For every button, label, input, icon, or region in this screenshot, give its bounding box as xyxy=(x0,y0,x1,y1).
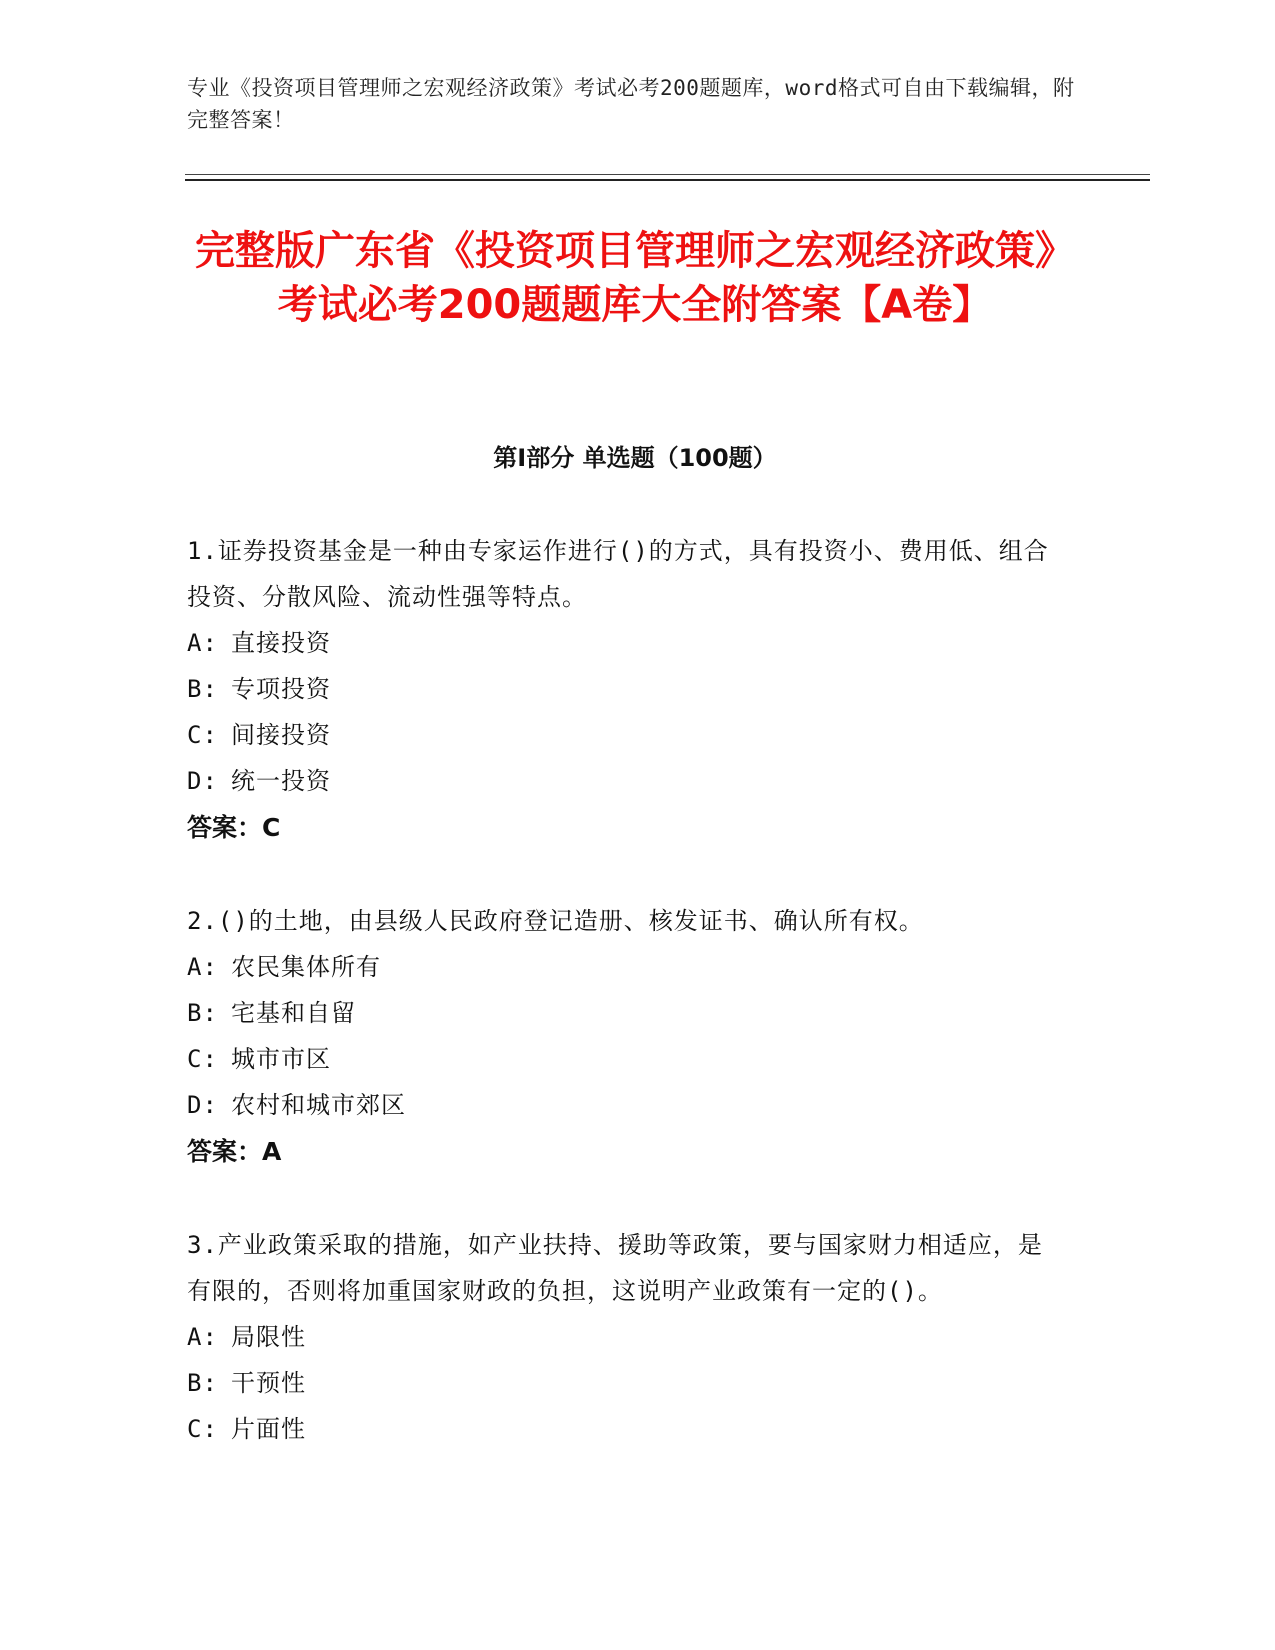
header-rule-thick xyxy=(185,179,1150,181)
option-text: 农民集体所有 xyxy=(231,953,381,981)
option-text: 农村和城市郊区 xyxy=(231,1091,406,1119)
section-heading: 第I部分 单选题（100题） xyxy=(493,444,777,472)
option-key: C: xyxy=(187,721,218,749)
option-text: 城市市区 xyxy=(231,1045,331,1073)
answer-line: 答案：A xyxy=(187,1137,282,1166)
question-2 xyxy=(187,898,1067,1176)
option-text: 干预性 xyxy=(231,1369,306,1397)
question-1 xyxy=(187,528,1067,852)
option-text: 直接投资 xyxy=(231,629,331,657)
option-text: 专项投资 xyxy=(231,675,331,703)
question-3 xyxy=(187,1222,1067,1452)
option-text: 局限性 xyxy=(231,1323,306,1351)
option-text: 片面性 xyxy=(231,1415,306,1443)
option-a xyxy=(187,620,1067,666)
option-key: B: xyxy=(187,999,218,1027)
document-title: 完整版广东省《投资项目管理师之宏观经济政策》考试必考200题题库大全附答案【A卷】 xyxy=(195,228,1075,328)
option-key: B: xyxy=(187,1369,218,1397)
option-key: C: xyxy=(187,1415,218,1443)
option-c xyxy=(187,712,1067,758)
header-rule-thin xyxy=(185,174,1150,175)
option-a xyxy=(187,1314,1067,1360)
question-stem: 1.证券投资基金是一种由专家运作进行()的方式，具有投资小、费用低、组合投资、分散风险、流动性强等特点。 xyxy=(187,537,1049,611)
option-key: D: xyxy=(187,767,218,795)
option-key: B: xyxy=(187,675,218,703)
option-c xyxy=(187,1406,1067,1452)
option-key: A: xyxy=(187,629,218,657)
option-c xyxy=(187,1036,1067,1082)
option-text: 间接投资 xyxy=(231,721,331,749)
answer-line: 答案：C xyxy=(187,813,281,842)
option-b xyxy=(187,990,1067,1036)
option-a xyxy=(187,944,1067,990)
option-key: A: xyxy=(187,1323,218,1351)
option-text: 宅基和自留 xyxy=(231,999,356,1027)
option-b xyxy=(187,1360,1067,1406)
option-key: A: xyxy=(187,953,218,981)
question-stem: 2.()的土地，由县级人民政府登记造册、核发证书、确认所有权。 xyxy=(187,907,924,935)
question-list xyxy=(187,528,1067,1498)
question-stem: 3.产业政策采取的措施，如产业扶持、援助等政策，要与国家财力相适应，是有限的，否则将加重国家财政的负担，这说明产业政策有一定的()。 xyxy=(187,1231,1043,1305)
option-key: D: xyxy=(187,1091,218,1119)
option-text: 统一投资 xyxy=(231,767,331,795)
option-d xyxy=(187,1082,1067,1128)
option-d xyxy=(187,758,1067,804)
header-note: 专业《投资项目管理师之宏观经济政策》考试必考200题题库，word格式可自由下载编辑，附完整答案！ xyxy=(187,76,1075,132)
option-b xyxy=(187,666,1067,712)
option-key: C: xyxy=(187,1045,218,1073)
